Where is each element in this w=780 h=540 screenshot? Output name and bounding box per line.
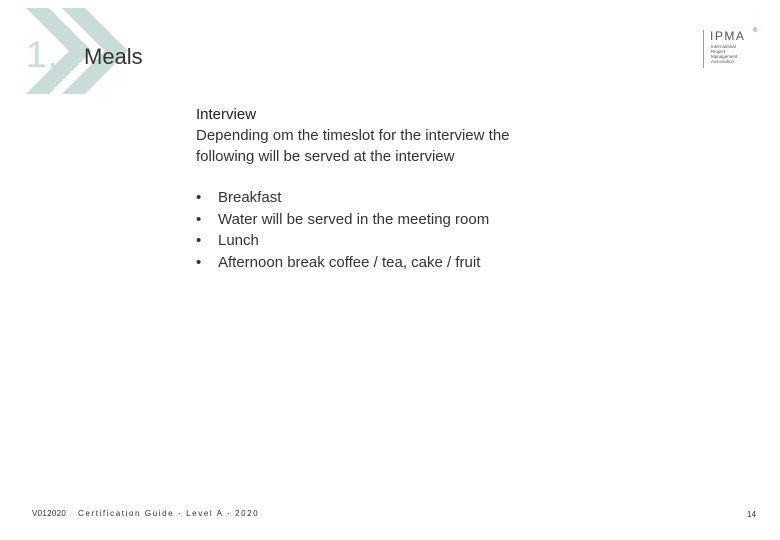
meal-list	[196, 187, 489, 273]
section-title: Meals	[84, 44, 143, 69]
list-item-text: Afternoon break coffee / tea, cake / fruit	[218, 253, 481, 271]
list-item	[196, 187, 489, 209]
list-item-text: Water will be served in the meeting room	[218, 210, 490, 228]
logo-tagline-line: Project	[711, 49, 726, 54]
intro-paragraph: Depending om the timeslot for the interview the following will be served at the interview	[196, 127, 510, 165]
section-number: 1.	[26, 34, 59, 75]
logo-registered-mark: ®	[753, 28, 758, 34]
list-item	[196, 252, 489, 274]
logo-tagline-line: Management	[711, 54, 738, 59]
bullet: •	[196, 189, 202, 206]
footer-version: V012020	[32, 509, 67, 518]
list-item	[196, 209, 489, 231]
logo-tagline-line: Association	[711, 59, 735, 64]
list-item-text: Breakfast	[218, 189, 282, 206]
slide-body	[196, 104, 596, 167]
logo-tagline-line: International	[711, 44, 736, 49]
logo-wordmark: IPMA	[710, 29, 746, 43]
bullet: •	[196, 210, 202, 228]
ipma-logo	[703, 30, 763, 70]
page-number: 14	[747, 510, 756, 519]
subheading: Interview	[196, 106, 257, 123]
bullet: •	[196, 232, 202, 249]
bullet: •	[196, 253, 202, 271]
logo-tagline	[711, 44, 737, 64]
footer-guide-title: Certification Guide · Level A · 2020	[78, 509, 260, 518]
logo-divider	[703, 30, 704, 68]
list-item	[196, 230, 489, 252]
list-item-text: Lunch	[218, 232, 259, 249]
